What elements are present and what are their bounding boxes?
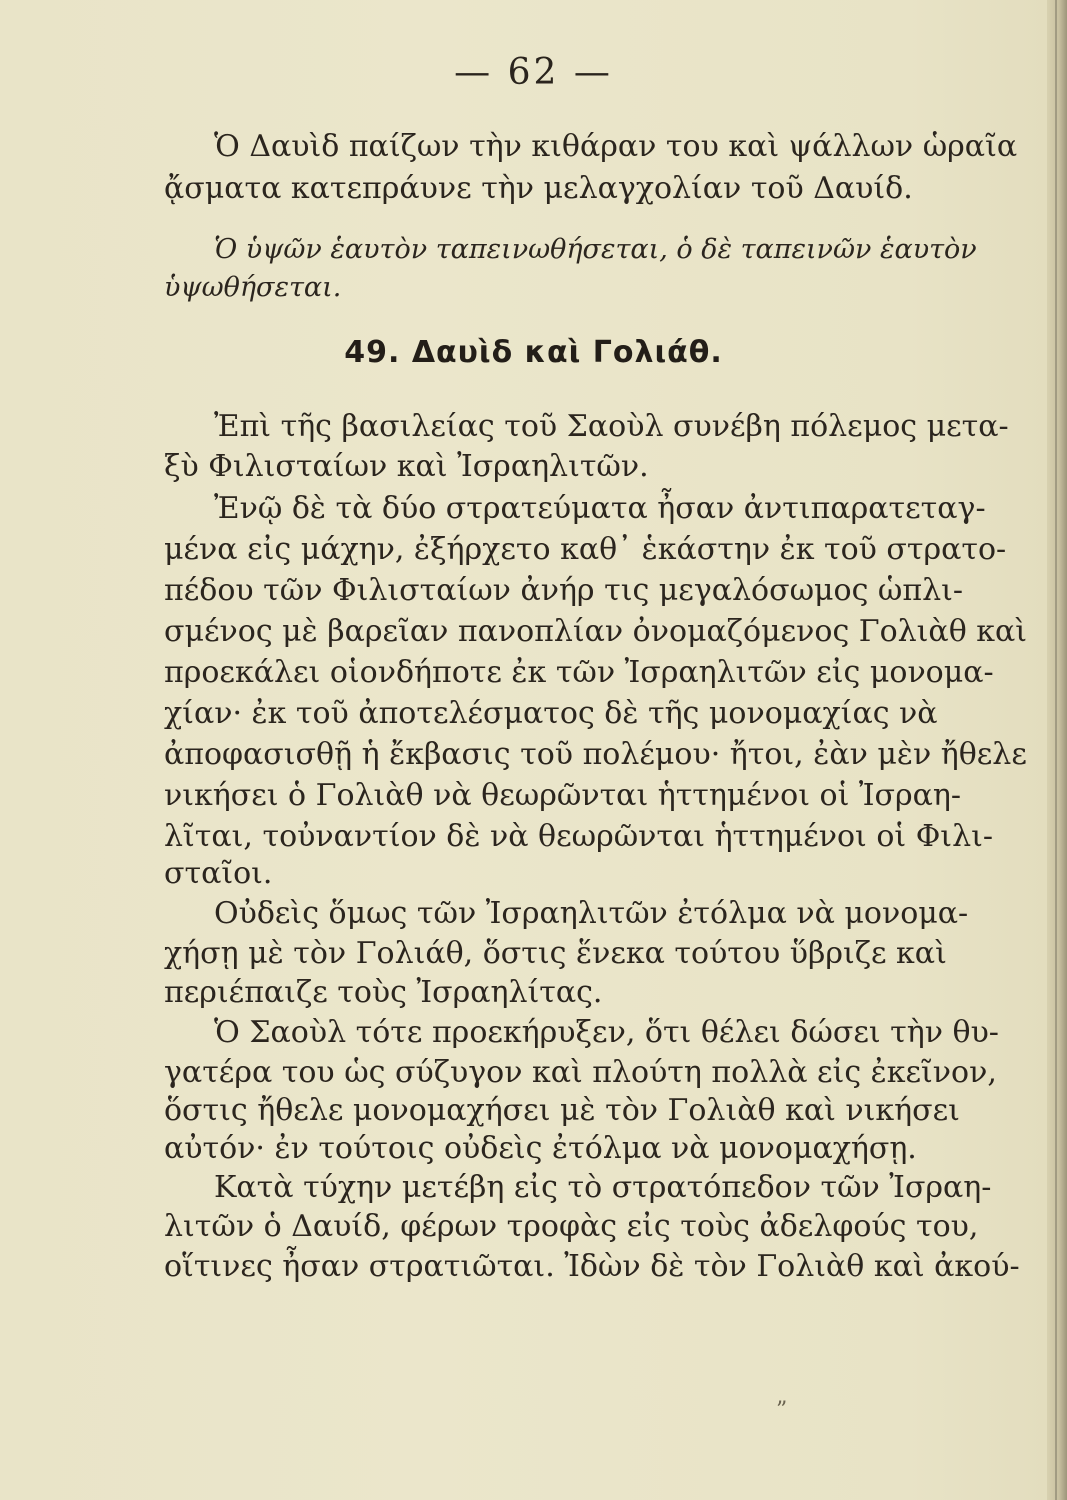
- text-line: ὅστις ἤθελε μονομαχήσει μὲ τὸν Γολιὰθ καὶ νικήσει: [164, 1093, 960, 1128]
- binding-line: [1055, 0, 1057, 1500]
- text-line: οἵτινες ἦσαν στρατιῶται. Ἰδὼν δὲ τὸν Γολιὰθ καὶ ἀκού-: [164, 1249, 1020, 1284]
- text-line: προεκάλει οἱονδήποτε ἐκ τῶν Ἰσραηλιτῶν εἰς μονομα-: [164, 655, 994, 690]
- page-edge: [1047, 0, 1067, 1500]
- text-line: νικήσει ὁ Γολιὰθ νὰ θεωρῶνται ἡττημένοι οἱ Ἰσραη-: [164, 778, 961, 813]
- text-line: σταῖοι.: [164, 856, 273, 891]
- text-line: Ὁ Σαοὺλ τότε προεκήρυξεν, ὅτι θέλει δώσει τὴν θυ-: [214, 1015, 999, 1050]
- text-line: Οὐδεὶς ὅμως τῶν Ἰσραηλιτῶν ἐτόλμα νὰ μονομα-: [214, 896, 969, 931]
- ink-mark: ”: [776, 1398, 788, 1423]
- text-line: σμένος μὲ βαρεῖαν πανοπλίαν ὀνομαζόμενος Γολιὰθ καὶ: [164, 614, 1028, 649]
- text-line: μένα εἰς μάχην, ἐξήρχετο καθ᾽ ἑκάστην ἐκ τοῦ στρατο-: [164, 532, 1007, 567]
- text-line: λῖται, τοὐναντίον δὲ νὰ θεωρῶνται ἡττημένοι οἱ Φιλι-: [164, 819, 993, 854]
- text-line: χήσῃ μὲ τὸν Γολιάθ, ὅστις ἕνεκα τούτου ὕβριζε καὶ: [164, 936, 947, 971]
- text-line: λιτῶν ὁ Δαυίδ, φέρων τροφὰς εἰς τοὺς ἀδελφούς του,: [164, 1209, 979, 1244]
- text-line: Κατὰ τύχην μετέβη εἰς τὸ στρατόπεδον τῶν Ἰσραη-: [214, 1170, 992, 1205]
- section-heading: 49. Δαυὶδ καὶ Γολιάθ.: [344, 335, 723, 370]
- text-line: γατέρα του ὡς σύζυγον καὶ πλούτη πολλὰ εἰς ἐκεῖνον,: [164, 1055, 997, 1090]
- text-line: ξὺ Φιλισταίων καὶ Ἰσραηλιτῶν.: [164, 449, 649, 484]
- text-line: Ἐνῷ δὲ τὰ δύο στρατεύματα ἦσαν ἀντιπαρατεταγ-: [214, 491, 986, 526]
- text-line: περιέπαιζε τοὺς Ἰσραηλίτας.: [164, 975, 603, 1010]
- page-number: — 62 —: [454, 52, 613, 93]
- text-line: Ἐπὶ τῆς βασιλείας τοῦ Σαοὺλ συνέβη πόλεμος μετα-: [214, 409, 1009, 444]
- text-line: ἀποφασισθῇ ἡ ἔκβασις τοῦ πολέμου· ἤτοι, ἐὰν μὲν ἤθελε: [164, 737, 1027, 772]
- text-line: χίαν· ἐκ τοῦ ἀποτελέσματος δὲ τῆς μονομαχίας νὰ: [164, 696, 938, 731]
- proverb-line: ὑψωθήσεται.: [164, 272, 342, 303]
- proverb-line: Ὁ ὑψῶν ἑαυτὸν ταπεινωθήσεται, ὁ δὲ ταπεινῶν ἑαυτὸν: [214, 234, 977, 265]
- text-line: αὐτόν· ἐν τούτοις οὐδεὶς ἐτόλμα νὰ μονομαχήσῃ.: [164, 1131, 917, 1166]
- text-line: ᾄσματα κατεπράυνε τὴν μελαγχολίαν τοῦ Δαυίδ.: [164, 171, 913, 206]
- text-line: Ὁ Δαυὶδ παίζων τὴν κιθάραν του καὶ ψάλλων ὡραῖα: [214, 129, 1018, 164]
- text-line: πέδου τῶν Φιλισταίων ἀνήρ τις μεγαλόσωμος ὡπλι-: [164, 573, 964, 608]
